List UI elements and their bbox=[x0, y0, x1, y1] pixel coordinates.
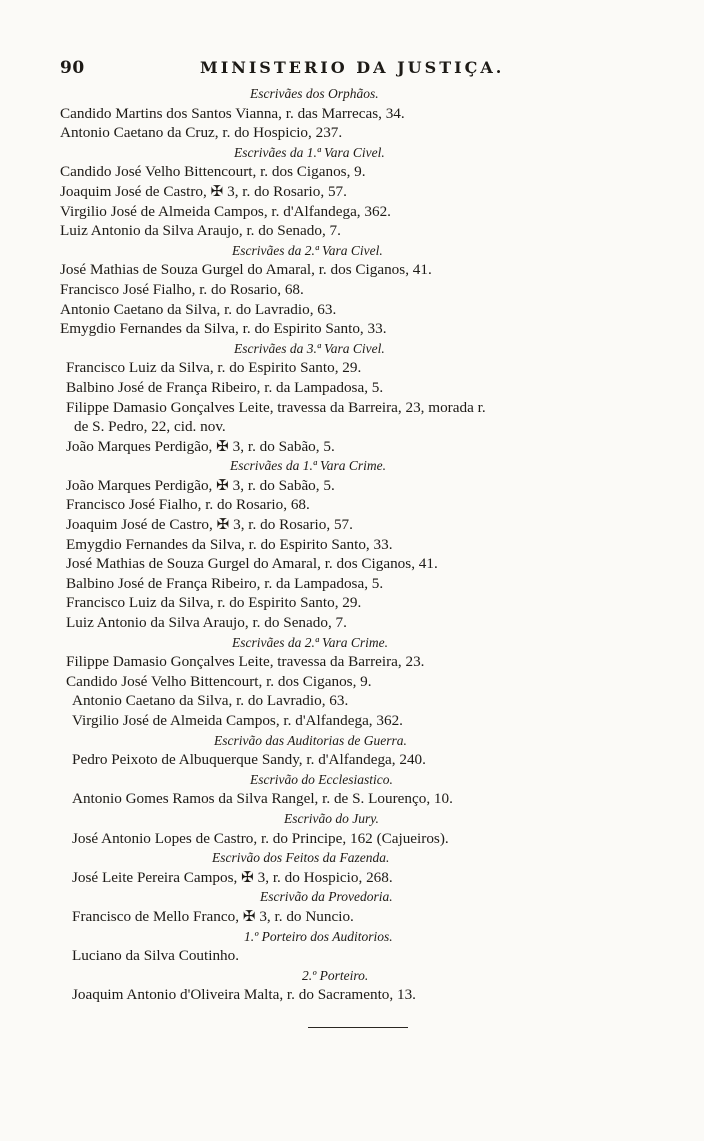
directory-entry: Antonio Caetano da Silva, r. do Lavradio, 63. bbox=[60, 300, 337, 318]
directory-entry: Candido José Velho Bittencourt, r. dos Ciganos, 9. bbox=[60, 163, 366, 181]
directory-entry: Candido Martins dos Santos Vianna, r. das Marrecas, 34. bbox=[60, 104, 405, 122]
directory-entry: Francisco José Fialho, r. do Rosario, 68. bbox=[66, 496, 310, 514]
directory-entry: Filippe Damasio Gonçalves Leite, travessa da Barreira, 23, morada r. bbox=[66, 398, 486, 416]
section-heading: Escrivão do Jury. bbox=[284, 810, 379, 826]
directory-entry: Emygdio Fernandes da Silva, r. do Espirito Santo, 33. bbox=[66, 535, 393, 553]
directory-entry: Luiz Antonio da Silva Araujo, r. do Senado, 7. bbox=[66, 614, 347, 632]
directory-entry: José Mathias de Souza Gurgel do Amaral, r. dos Ciganos, 41. bbox=[66, 555, 438, 573]
running-head: MINISTERIO DA JUSTIÇA. bbox=[200, 58, 505, 77]
directory-entry: Virgilio José de Almeida Campos, r. d'Alfandega, 362. bbox=[72, 712, 403, 729]
directory-entry: Antonio Caetano da Silva, r. do Lavradio, 63. bbox=[72, 692, 349, 710]
directory-entry: João Marques Perdigão, ✠ 3, r. do Sabão, 5. bbox=[66, 437, 335, 455]
directory-entry: Virgilio José de Almeida Campos, r. d'Alfandega, 362. bbox=[60, 202, 391, 220]
section-heading: Escrivão do Ecclesiastico. bbox=[250, 771, 393, 787]
section-heading: Escrivães da 2.ª Vara Crime. bbox=[232, 634, 388, 650]
section-heading: Escrivães da 2.ª Vara Civel. bbox=[232, 242, 383, 258]
directory-entry: Francisco José Fialho, r. do Rosario, 68. bbox=[60, 280, 304, 298]
section-heading: Escrivão das Auditorias de Guerra. bbox=[214, 732, 407, 748]
directory-entry: Filippe Damasio Gonçalves Leite, travessa da Barreira, 23. bbox=[66, 653, 425, 671]
directory-entry: Francisco Luiz da Silva, r. do Espirito Santo, 29. bbox=[66, 359, 362, 377]
page-header bbox=[60, 58, 660, 80]
section-heading: 2.º Porteiro. bbox=[302, 967, 369, 983]
directory-entry: Joaquim José de Castro, ✠ 3, r. do Rosario, 57. bbox=[66, 516, 353, 534]
section-heading: Escrivão da Provedoria. bbox=[260, 889, 393, 905]
directory-entry: José Leite Pereira Campos, ✠ 3, r. do Hospicio, 268. bbox=[72, 868, 393, 886]
directory-entry: Francisco de Mello Franco, ✠ 3, r. do Nuncio. bbox=[72, 907, 354, 925]
section-heading: Escrivães da 1.ª Vara Crime. bbox=[230, 458, 386, 474]
directory-listing bbox=[0, 84, 704, 1005]
section-heading: Escrivães dos Orphãos. bbox=[250, 86, 379, 101]
section-heading: Escrivães da 1.ª Vara Civel. bbox=[234, 144, 385, 160]
directory-entry: Candido José Velho Bittencourt, r. dos Ciganos, 9. bbox=[66, 672, 372, 690]
entry-continuation: de S. Pedro, 22, cid. nov. bbox=[74, 418, 226, 436]
directory-entry: José Antonio Lopes de Castro, r. do Principe, 162 (Cajueiros). bbox=[72, 829, 449, 847]
section-heading: Escrivão dos Feitos da Fazenda. bbox=[212, 850, 390, 866]
section-heading: 1.º Porteiro dos Auditorios. bbox=[244, 928, 393, 944]
directory-entry: Luiz Antonio da Silva Araujo, r. do Senado, 7. bbox=[60, 222, 341, 240]
directory-entry: João Marques Perdigão, ✠ 3, r. do Sabão, 5. bbox=[66, 476, 335, 494]
directory-entry: Joaquim José de Castro, ✠ 3, r. do Rosario, 57. bbox=[60, 182, 347, 200]
directory-entry: Joaquim Antonio d'Oliveira Malta, r. do Sacramento, 13. bbox=[72, 986, 416, 1004]
directory-entry: Pedro Peixoto de Albuquerque Sandy, r. d'Alfandega, 240. bbox=[72, 751, 426, 769]
closing-rule bbox=[308, 1027, 408, 1028]
page-number: 90 bbox=[60, 58, 85, 78]
directory-entry: Francisco Luiz da Silva, r. do Espirito Santo, 29. bbox=[66, 594, 362, 612]
directory-entry: Antonio Gomes Ramos da Silva Rangel, r. de S. Lourenço, 10. bbox=[72, 790, 453, 808]
directory-entry: Balbino José de França Ribeiro, r. da Lampadosa, 5. bbox=[66, 574, 384, 592]
directory-entry: Luciano da Silva Coutinho. bbox=[72, 947, 240, 965]
directory-entry: José Mathias de Souza Gurgel do Amaral, r. dos Ciganos, 41. bbox=[60, 261, 432, 279]
directory-entry: Antonio Caetano da Cruz, r. do Hospicio, 237. bbox=[60, 124, 343, 142]
directory-entry: Emygdio Fernandes da Silva, r. do Espirito Santo, 33. bbox=[60, 320, 387, 338]
directory-entry: Balbino José de França Ribeiro, r. da Lampadosa, 5. bbox=[66, 378, 384, 396]
section-heading: Escrivães da 3.ª Vara Civel. bbox=[234, 340, 385, 356]
